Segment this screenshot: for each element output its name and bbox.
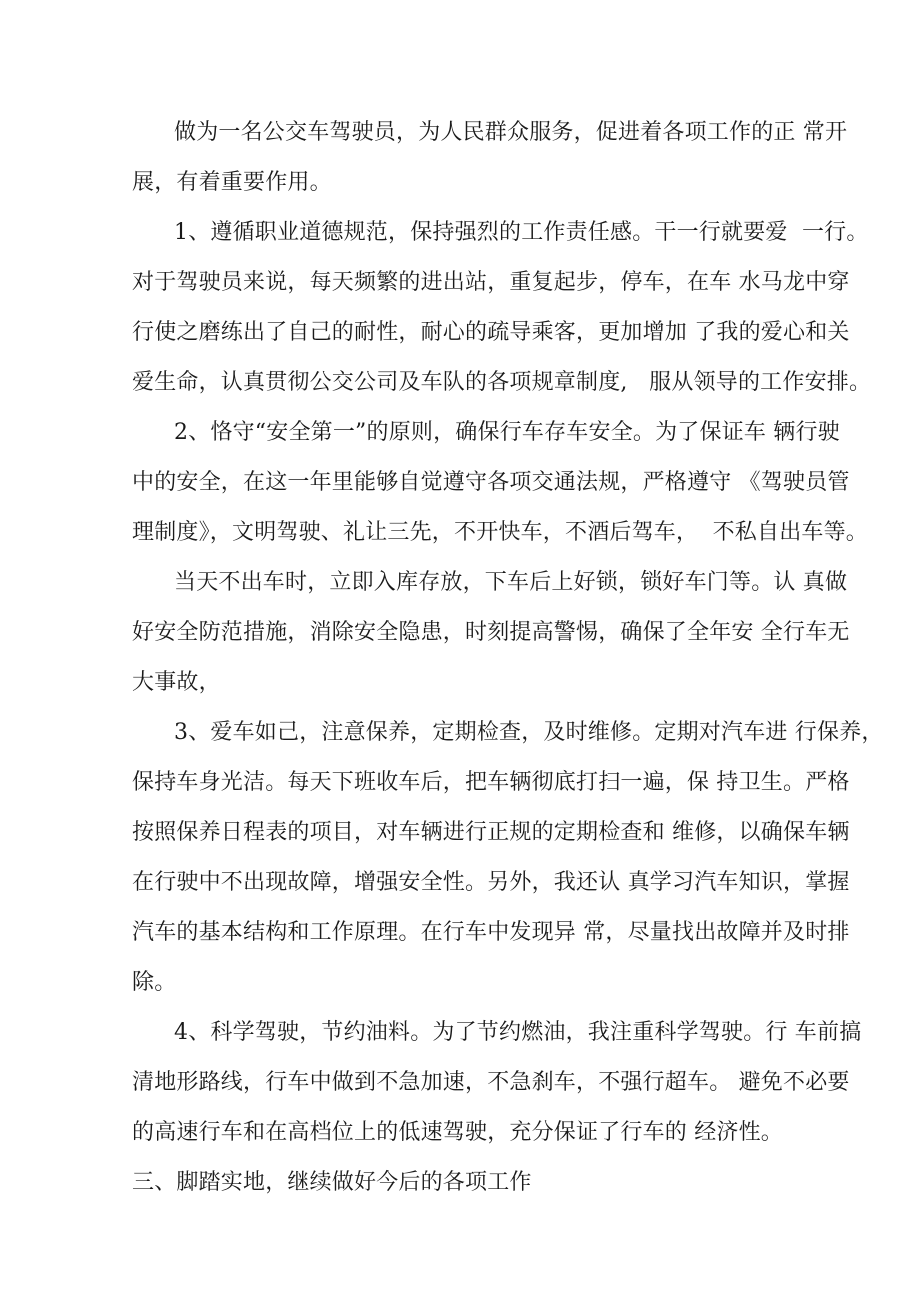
section-heading: 三、脚踏实地，继续做好今后的各项工作 <box>132 1170 532 1195</box>
body-text-line: 当天不出车时，立即入库存放，下车后上好锁，锁好车门等。认 真做 <box>174 570 848 595</box>
body-text-line: 3、爱车如己，注意保养，定期检查，及时维修。定期对汽车进 行保养， <box>174 720 884 745</box>
body-text-line: 2、恪守“安全第一”的原则，确保行车存车安全。为了保证车 辆行驶 <box>174 420 840 445</box>
body-text-line: 按照保养日程表的项目，对车辆进行正规的定期检查和 维修，以确保车辆 <box>132 820 850 845</box>
body-text-line: 1、遵循职业道德规范，保持强烈的工作责任感。干一行就要爱 一行。 <box>174 220 869 245</box>
body-text-line: 保持车身光洁。每天下班收车后，把车辆彻底打扫一遍，保 持卫生。严格 <box>132 770 850 795</box>
body-text-line: 汽车的基本结构和工作原理。在行车中发现异 常，尽量找出故障并及时排 <box>132 920 850 945</box>
body-text-line: 的高速行车和在高档位上的低速驾驶，充分保证了行车的 经济性。 <box>132 1120 783 1145</box>
body-text-line: 做为一名公交车驾驶员，为人民群众服务，促进着各项工作的正 常开 <box>174 120 848 145</box>
body-text-line: 大事故， <box>132 670 221 695</box>
body-text-line: 除。 <box>132 970 177 995</box>
body-text-line: 理制度》，文明驾驶、礼让三先，不开快车，不酒后驾车， 不私自出车等。 <box>132 520 868 545</box>
body-text-line: 展，有着重要作用。 <box>132 170 332 195</box>
body-text-line: 对于驾驶员来说，每天频繁的进出站，重复起步，停车，在车 水马龙中穿 <box>132 270 850 295</box>
body-text-line: 清地形路线，行车中做到不急加速，不急刹车，不强行超车。 避免不必要 <box>132 1070 850 1095</box>
body-text-line: 中的安全，在这一年里能够自觉遵守各项交通法规，严格遵守 《驾驶员管 <box>132 470 850 495</box>
body-text-line: 4、科学驾驶，节约油料。为了节约燃油，我注重科学驾驶。行 车前搞 <box>174 1020 862 1045</box>
body-text-line: 好安全防范措施，消除安全隐患，时刻提高警惕，确保了全年安 全行车无 <box>132 620 850 645</box>
body-text-line: 爱生命，认真贯彻公交公司及车队的各项规章制度, 服从领导的工作安排。 <box>132 370 872 395</box>
body-text-line: 行使之磨练出了自己的耐性，耐心的疏导乘客，更加增加 了我的爱心和关 <box>132 320 850 345</box>
body-text-line: 在行驶中不出现故障，增强安全性。另外，我还认 真学习汽车知识，掌握 <box>132 870 850 895</box>
